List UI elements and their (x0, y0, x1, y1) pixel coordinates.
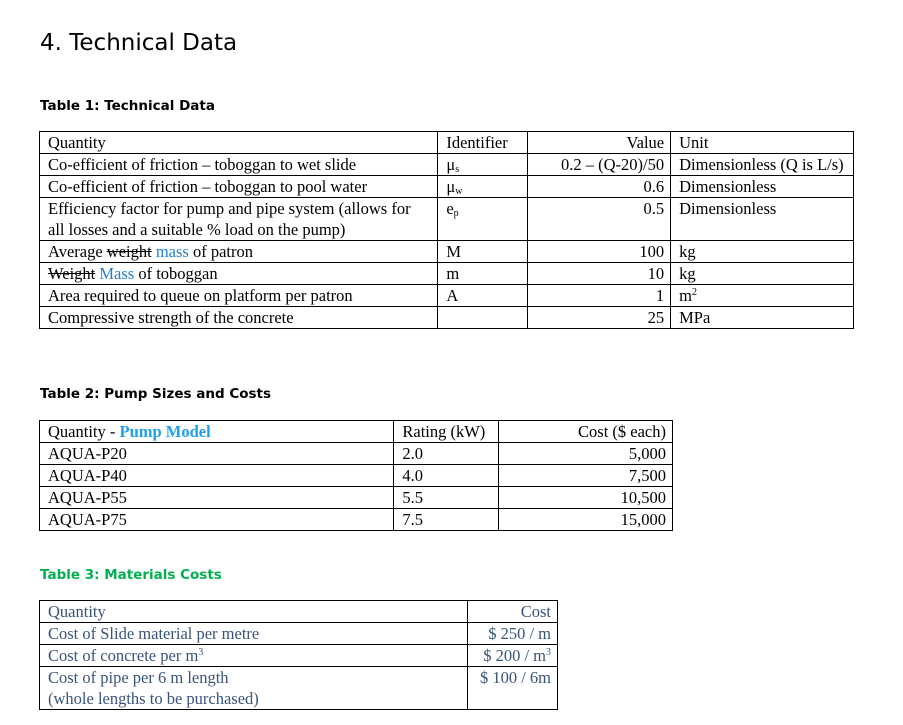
unit-cell (671, 285, 854, 307)
table-row (40, 645, 558, 667)
unit-cell: MPa (671, 307, 854, 329)
table3-caption: Table 3: Materials Costs (40, 567, 222, 583)
materials-costs-table (39, 600, 558, 710)
table-row (40, 154, 854, 176)
table1-caption: Table 1: Technical Data (40, 98, 215, 114)
quantity-line: Cost of pipe per 6 m length (48, 668, 229, 687)
table-row (40, 667, 558, 710)
header-unit: Unit (671, 132, 854, 154)
table-row (40, 443, 673, 465)
inserted-text: Mass (95, 264, 135, 283)
header-quantity-text: Quantity - (48, 422, 120, 441)
section-heading: 4. Technical Data (40, 30, 238, 56)
table-row (40, 198, 854, 241)
table-header-row (40, 601, 558, 623)
quantity-cell (40, 645, 468, 667)
quantity-cell: Efficiency factor for pump and pipe system (allows for all losses and a suitable % load on the pump) (40, 198, 438, 241)
identifier-subscript: w (455, 186, 463, 197)
header-quantity (40, 421, 394, 443)
unit-cell: Dimensionless (671, 176, 854, 198)
value-cell: 10 (528, 263, 671, 285)
header-cost: Cost ($ each) (499, 421, 673, 443)
cost-cell: $ 250 / m (468, 623, 558, 645)
cost-cell: 7,500 (499, 465, 673, 487)
rating-cell: 2.0 (394, 443, 499, 465)
identifier-base: e (446, 199, 454, 218)
unit-cell: Dimensionless (Q is L/s) (671, 154, 854, 176)
rating-cell: 5.5 (394, 487, 499, 509)
quantity-text: of toboggan (134, 264, 218, 283)
unit-cell: kg (671, 241, 854, 263)
value-cell: 0.2 – (Q-20)/50 (528, 154, 671, 176)
header-quantity: Quantity (40, 132, 438, 154)
technical-data-table (39, 131, 854, 329)
deleted-text: weight (106, 242, 152, 261)
quantity-cell (40, 667, 468, 710)
rating-cell: 4.0 (394, 465, 499, 487)
identifier-cell: A (438, 285, 528, 307)
identifier-cell (438, 154, 528, 176)
identifier-cell (438, 176, 528, 198)
cost-cell (468, 645, 558, 667)
header-quantity: Quantity (40, 601, 468, 623)
cost-text: $ 200 / m (483, 646, 546, 665)
identifier-base: μ (446, 177, 456, 196)
table-row (40, 241, 854, 263)
quantity-cell: Co-efficient of friction – toboggan to wet slide (40, 154, 438, 176)
table-header-row (40, 132, 854, 154)
unit-cell: kg (671, 263, 854, 285)
table-row (40, 263, 854, 285)
quantity-cell (40, 263, 438, 285)
cost-cell: 5,000 (499, 443, 673, 465)
model-cell: AQUA-P55 (40, 487, 394, 509)
cost-cell: $ 100 / 6m (468, 667, 558, 710)
quantity-cell: Co-efficient of friction – toboggan to pool water (40, 176, 438, 198)
table-row (40, 285, 854, 307)
unit-cell: Dimensionless (671, 198, 854, 241)
table-row (40, 465, 673, 487)
table-header-row (40, 421, 673, 443)
model-cell: AQUA-P75 (40, 509, 394, 531)
quantity-cell: Cost of Slide material per metre (40, 623, 468, 645)
value-cell: 0.6 (528, 176, 671, 198)
identifier-cell: m (438, 263, 528, 285)
deleted-text: Weight (48, 264, 96, 283)
quantity-cell: Area required to queue on platform per patron (40, 285, 438, 307)
value-cell: 100 (528, 241, 671, 263)
quantity-cell (40, 241, 438, 263)
table-row (40, 623, 558, 645)
header-value: Value (528, 132, 671, 154)
model-cell: AQUA-P40 (40, 465, 394, 487)
value-cell: 25 (528, 307, 671, 329)
header-cost: Cost (468, 601, 558, 623)
header-identifier: Identifier (438, 132, 528, 154)
value-cell: 1 (528, 285, 671, 307)
cost-superscript: 3 (546, 647, 551, 658)
identifier-base: μ (446, 155, 456, 174)
unit-superscript: 2 (691, 287, 697, 298)
quantity-text: Average (48, 242, 107, 261)
unit-base: m (679, 286, 692, 305)
quantity-cell: Compressive strength of the concrete (40, 307, 438, 329)
table-row (40, 509, 673, 531)
quantity-text: of patron (188, 242, 253, 261)
identifier-cell: M (438, 241, 528, 263)
model-cell: AQUA-P20 (40, 443, 394, 465)
inserted-text: mass (151, 242, 189, 261)
inserted-text: Pump Model (119, 422, 211, 441)
quantity-superscript: 3 (198, 647, 204, 658)
identifier-subscript: s (455, 164, 460, 175)
pump-sizes-table (39, 420, 673, 531)
table-row (40, 176, 854, 198)
identifier-cell (438, 198, 528, 241)
identifier-subscript: p (453, 208, 459, 219)
table-row (40, 487, 673, 509)
header-rating: Rating (kW) (394, 421, 499, 443)
identifier-cell (438, 307, 528, 329)
table2-caption: Table 2: Pump Sizes and Costs (40, 386, 272, 402)
rating-cell: 7.5 (394, 509, 499, 531)
quantity-text: Cost of concrete per m (48, 646, 199, 665)
cost-cell: 10,500 (499, 487, 673, 509)
quantity-line-2: (whole lengths to be purchased) (48, 689, 259, 708)
cost-cell: 15,000 (499, 509, 673, 531)
value-cell: 0.5 (528, 198, 671, 241)
table-row (40, 307, 854, 329)
